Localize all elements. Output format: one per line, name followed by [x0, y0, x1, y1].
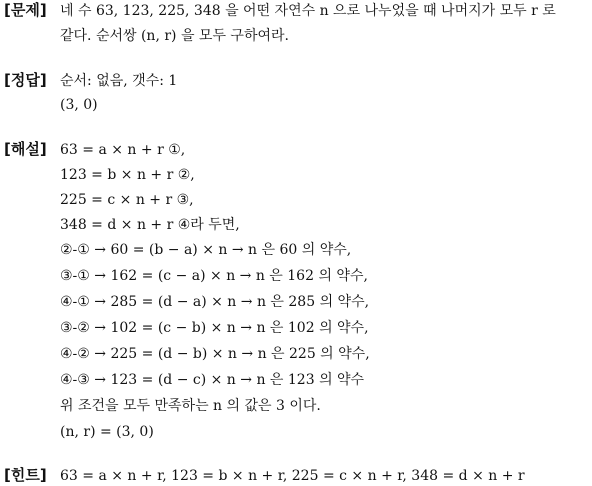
- answer-value: (3, 0): [60, 97, 98, 113]
- hint-tag: [힌트]: [4, 466, 47, 484]
- hint-line-1: 63 = a × n + r, 123 = b × n + r, 225 = c × n + r, 348 = d × n + r: [60, 468, 525, 484]
- problem-line-2: 같다. 순서쌍 (n, r) 을 모두 구하여라.: [60, 28, 289, 44]
- solution-line-9: ④-② → 225 = (d − b) × n → n 은 225 의 약수,: [60, 346, 370, 362]
- solution-line-11: 위 조건을 모두 만족하는 n 의 값은 3 이다.: [60, 398, 321, 414]
- solution-line-1: 63 = a × n + r ①,: [60, 142, 186, 158]
- solution-line-10: ④-③ → 123 = (d − c) × n → n 은 123 의 약수: [60, 372, 365, 388]
- problem-tag: [문제]: [4, 1, 47, 19]
- solution-line-5: ②-① → 60 = (b − a) × n → n 은 60 의 약수,: [60, 242, 352, 258]
- solution-line-2: 123 = b × n + r ②,: [60, 167, 195, 183]
- solution-line-7: ④-① → 285 = (d − a) × n → n 은 285 의 약수,: [60, 294, 370, 310]
- solution-line-12: (n, r) = (3, 0): [60, 424, 154, 440]
- problem-line-1: 네 수 63, 123, 225, 348 을 어떤 자연수 n 으로 나누었을 때 나머지가 모두 r 로: [60, 3, 556, 19]
- solution-line-3: 225 = c × n + r ③,: [60, 192, 194, 208]
- solution-line-4: 348 = d × n + r ④라 두면,: [60, 217, 240, 233]
- answer-summary: 순서: 없음, 갯수: 1: [60, 73, 178, 89]
- solution-line-8: ③-② → 102 = (c − b) × n → n 은 102 의 약수,: [60, 320, 369, 336]
- solution-line-6: ③-① → 162 = (c − a) × n → n 은 162 의 약수,: [60, 268, 368, 284]
- answer-tag: [정답]: [4, 71, 47, 89]
- solution-tag: [해설]: [4, 140, 47, 158]
